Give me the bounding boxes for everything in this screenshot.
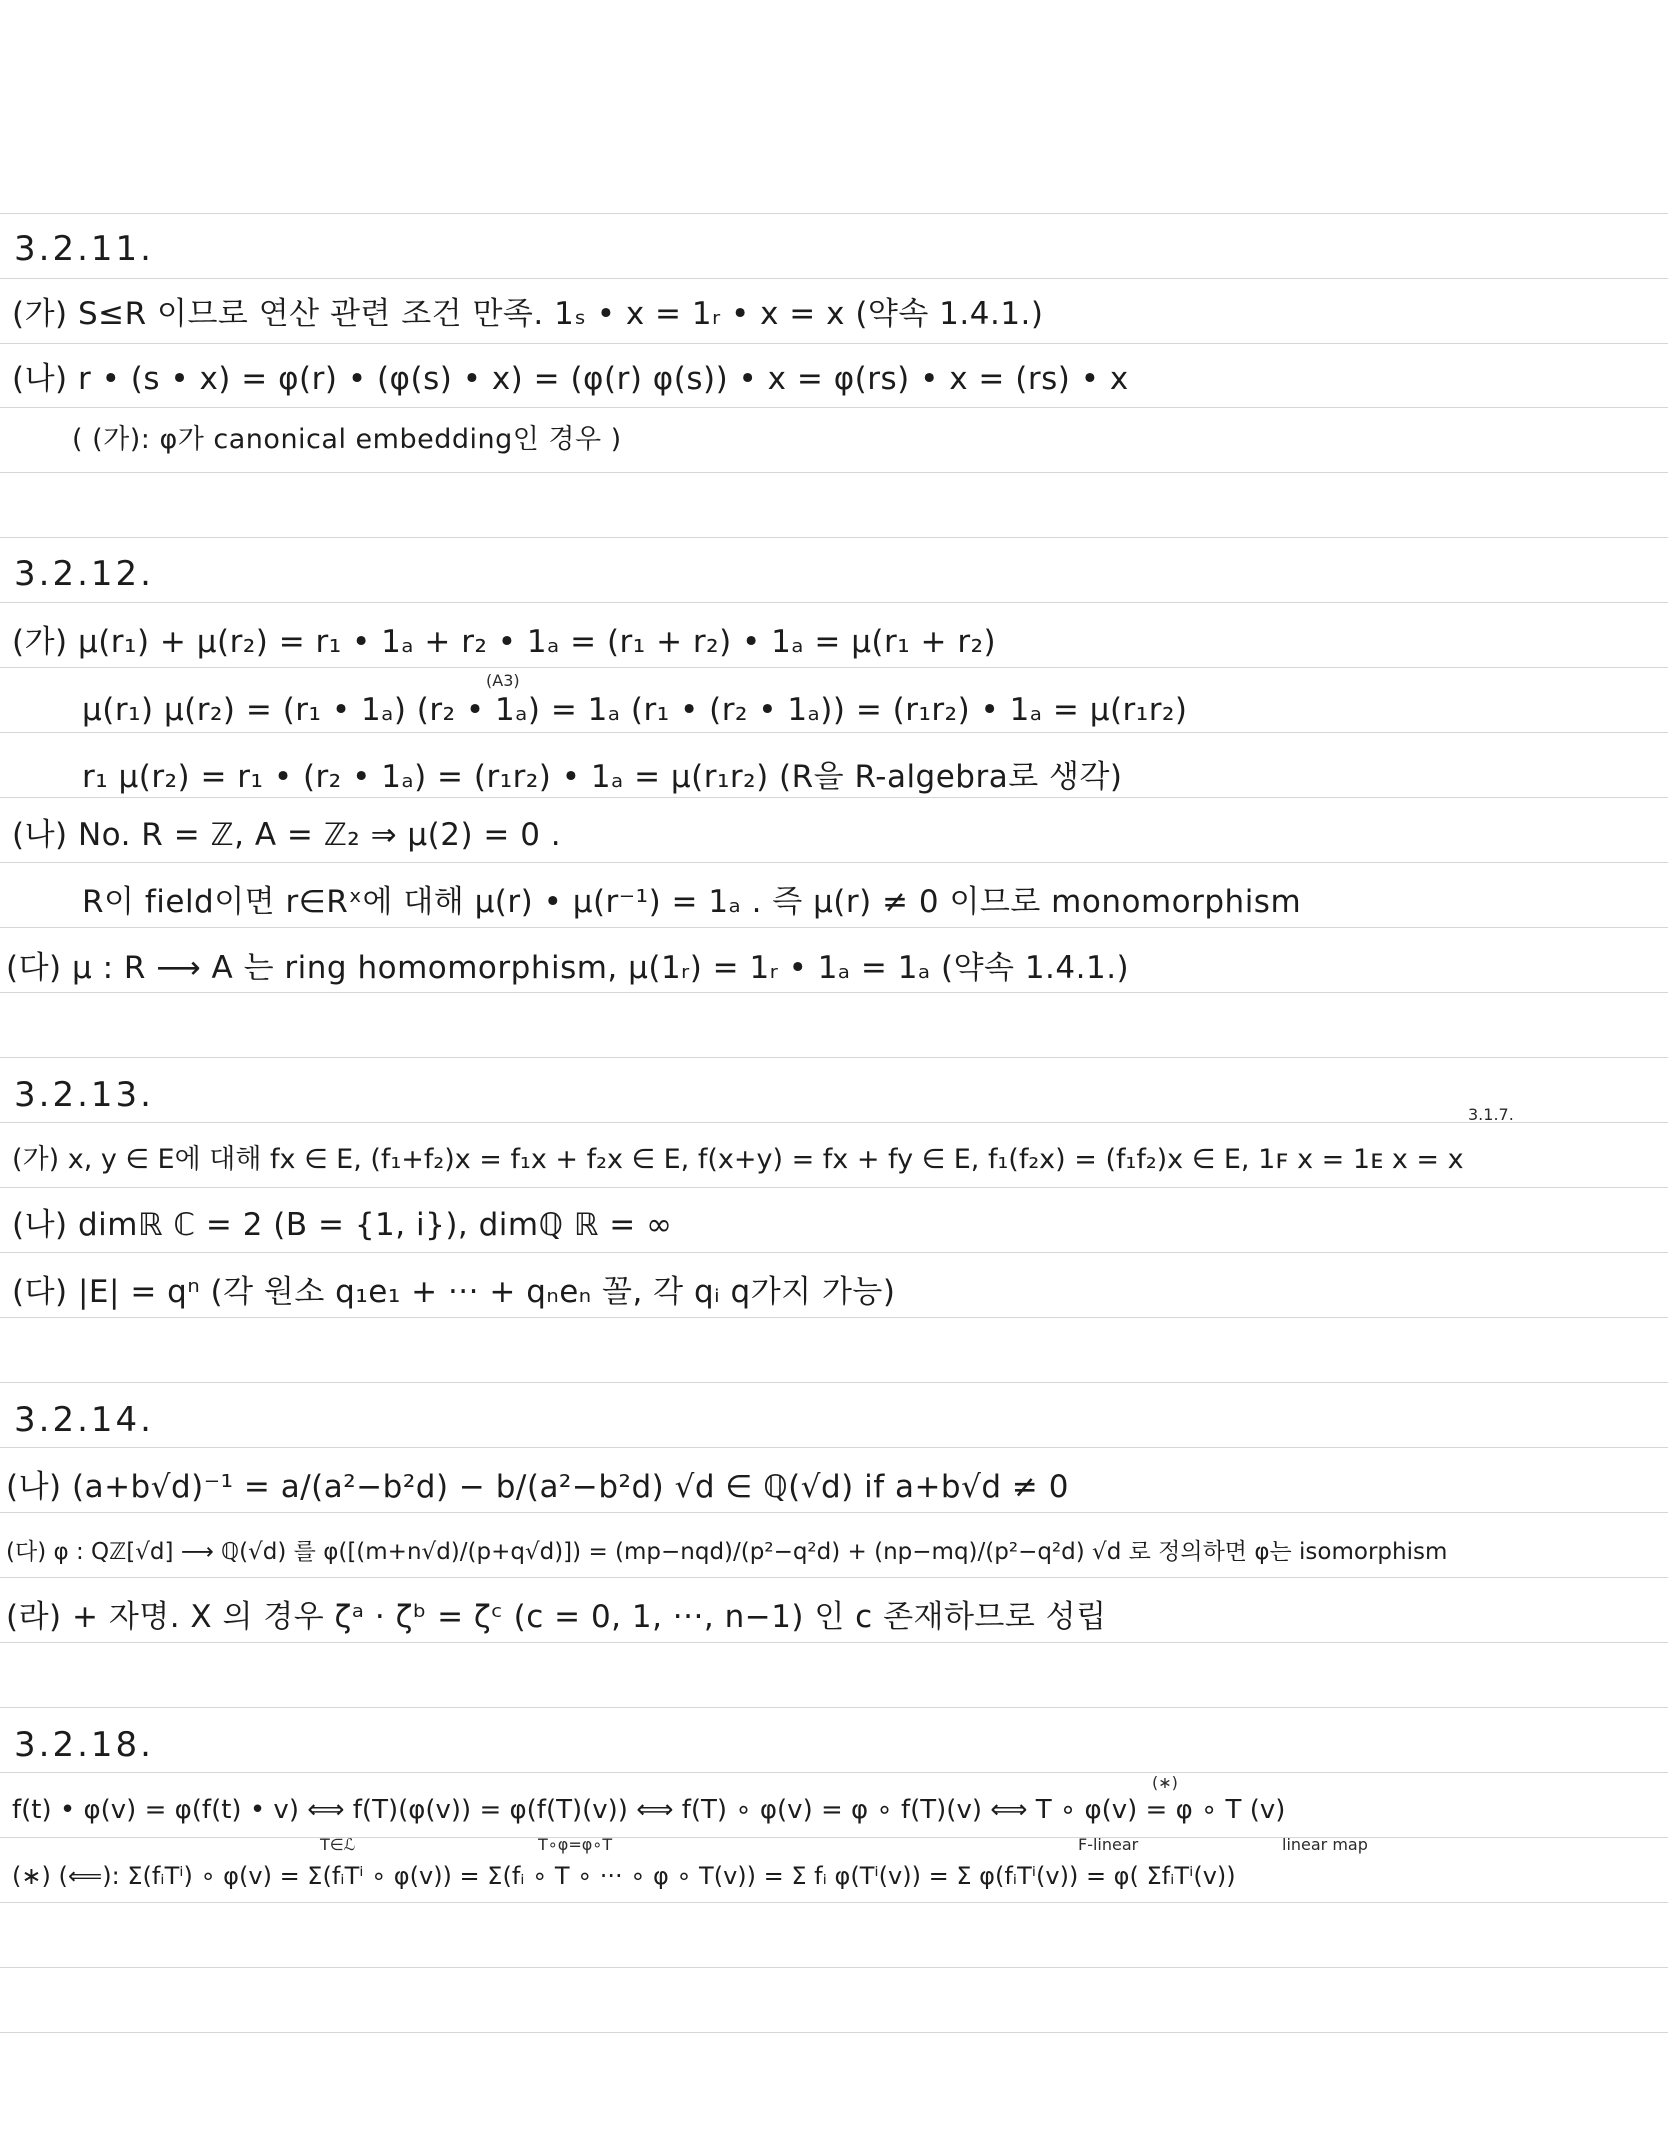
note-line: μ(r₁) μ(r₂) = (r₁ • 1ₐ) (r₂ • 1ₐ) = 1ₐ (r₁ • (r₂ • 1ₐ)) = (r₁r₂) • 1ₐ = μ(r₁r₂) (82, 692, 1188, 728)
ruled-line (0, 407, 1668, 408)
ruled-line (0, 1707, 1668, 1708)
ruled-line (0, 602, 1668, 603)
ruled-line (0, 537, 1668, 538)
ruled-line (0, 1577, 1668, 1578)
note-line: r₁ μ(r₂) = r₁ • (r₂ • 1ₐ) = (r₁r₂) • 1ₐ = μ(r₁r₂) (R을 R-algebra로 생각) (82, 759, 1123, 795)
section-heading: 3.2.12. (14, 554, 154, 594)
reference-annotation: 3.1.7. (1468, 1105, 1514, 1124)
ruled-line (0, 1772, 1668, 1773)
annotation: F-linear (1078, 1835, 1139, 1854)
section-heading: 3.2.13. (14, 1075, 154, 1115)
ruled-line (0, 1967, 1668, 1968)
star-annotation: (∗) (1152, 1773, 1178, 1792)
ruled-line (0, 2032, 1668, 2033)
note-line: (라) + 자명. X 의 경우 ζᵃ · ζᵇ = ζᶜ (c = 0, 1, ···, n−1) 인 c 존재하므로 성립 (6, 1599, 1107, 1635)
ruled-line (0, 213, 1668, 214)
note-line: (다) φ : Qℤ[√d] ⟶ ℚ(√d) 를 φ([(m+n√d)/(p+q√d)]) = (mp−nqd)/(p²−q²d) + (np−mq)/(p²−q²d) √d 로 정의하면 φ는 isomorphism (6, 1539, 1448, 1565)
section-heading: 3.2.11. (14, 229, 154, 269)
annotation: T∈ℒ (320, 1835, 356, 1854)
ruled-line (0, 343, 1668, 344)
ruled-line (0, 1057, 1668, 1058)
annotation: T∘φ=φ∘T (538, 1835, 613, 1854)
ruled-line (0, 1252, 1668, 1253)
ruled-line (0, 667, 1668, 668)
ruled-line (0, 1902, 1668, 1903)
ruled-line (0, 862, 1668, 863)
note-line: (가) x, y ∈ E에 대해 fx ∈ E, (f₁+f₂)x = f₁x + f₂x ∈ E, f(x+y) = fx + fy ∈ E, f₁(f₂x) = (f₁f₂)x ∈ E, 1ꜰ x = 1ᴇ x = x (12, 1144, 1464, 1175)
section-heading: 3.2.18. (14, 1725, 154, 1765)
note-line: (나) dimℝ ℂ = 2 (B = {1, i}), dimℚ ℝ = ∞ (12, 1207, 673, 1243)
axiom-annotation: (A3) (486, 671, 520, 690)
note-line: (가) μ(r₁) + μ(r₂) = r₁ • 1ₐ + r₂ • 1ₐ = (r₁ + r₂) • 1ₐ = μ(r₁ + r₂) (12, 624, 997, 660)
annotation: linear map (1282, 1835, 1368, 1854)
ruled-line (0, 732, 1668, 733)
note-line: (가) S≤R 이므로 연산 관련 조건 만족. 1ₛ • x = 1ᵣ • x = x (약속 1.4.1.) (12, 296, 1044, 332)
ruled-line (0, 797, 1668, 798)
section-heading: 3.2.14. (14, 1400, 154, 1440)
ruled-line (0, 1837, 1668, 1838)
ruled-line (0, 1317, 1668, 1318)
note-line: R이 field이면 r∈Rˣ에 대해 μ(r) • μ(r⁻¹) = 1ₐ . 즉 μ(r) ≠ 0 이므로 monomorphism (82, 884, 1302, 920)
note-line: ( (가): φ가 canonical embedding인 경우 ) (72, 424, 622, 455)
ruled-line (0, 1187, 1668, 1188)
note-line: (나) r • (s • x) = φ(r) • (φ(s) • x) = (φ(r) φ(s)) • x = φ(rs) • x = (rs) • x (12, 361, 1129, 397)
ruled-line (0, 1447, 1668, 1448)
ruled-line (0, 1122, 1668, 1123)
note-line: (다) μ : R ⟶ A 는 ring homomorphism, μ(1ᵣ) = 1ᵣ • 1ₐ = 1ₐ (약속 1.4.1.) (6, 950, 1130, 986)
note-line: (나) (a+b√d)⁻¹ = a/(a²−b²d) − b/(a²−b²d) √d ∈ ℚ(√d) if a+b√d ≠ 0 (6, 1469, 1069, 1505)
note-line: (다) |E| = qⁿ (각 원소 q₁e₁ + ··· + qₙeₙ 꼴, 각 qᵢ q가지 가능) (12, 1274, 896, 1310)
ruled-line (0, 992, 1668, 993)
ruled-line (0, 927, 1668, 928)
note-line: (∗) (⟸): Σ(fᵢTⁱ) ∘ φ(v) = Σ(fᵢTⁱ ∘ φ(v)) = Σ(fᵢ ∘ T ∘ ··· ∘ φ ∘ T(v)) = Σ fᵢ φ(Tⁱ(v)) = Σ φ(fᵢTⁱ(v)) = φ( ΣfᵢTⁱ(v)) (12, 1862, 1236, 1890)
ruled-line (0, 278, 1668, 279)
ruled-line (0, 1642, 1668, 1643)
ruled-line (0, 472, 1668, 473)
ruled-line (0, 1512, 1668, 1513)
note-line: (나) No. R = ℤ, A = ℤ₂ ⇒ μ(2) = 0 . (12, 817, 562, 853)
ruled-line (0, 1382, 1668, 1383)
note-line: f(t) • φ(v) = φ(f(t) • v) ⟺ f(T)(φ(v)) = φ(f(T)(v)) ⟺ f(T) ∘ φ(v) = φ ∘ f(T)(v) ⟺ T ∘ φ(v) = φ ∘ T (v) (12, 1795, 1286, 1825)
